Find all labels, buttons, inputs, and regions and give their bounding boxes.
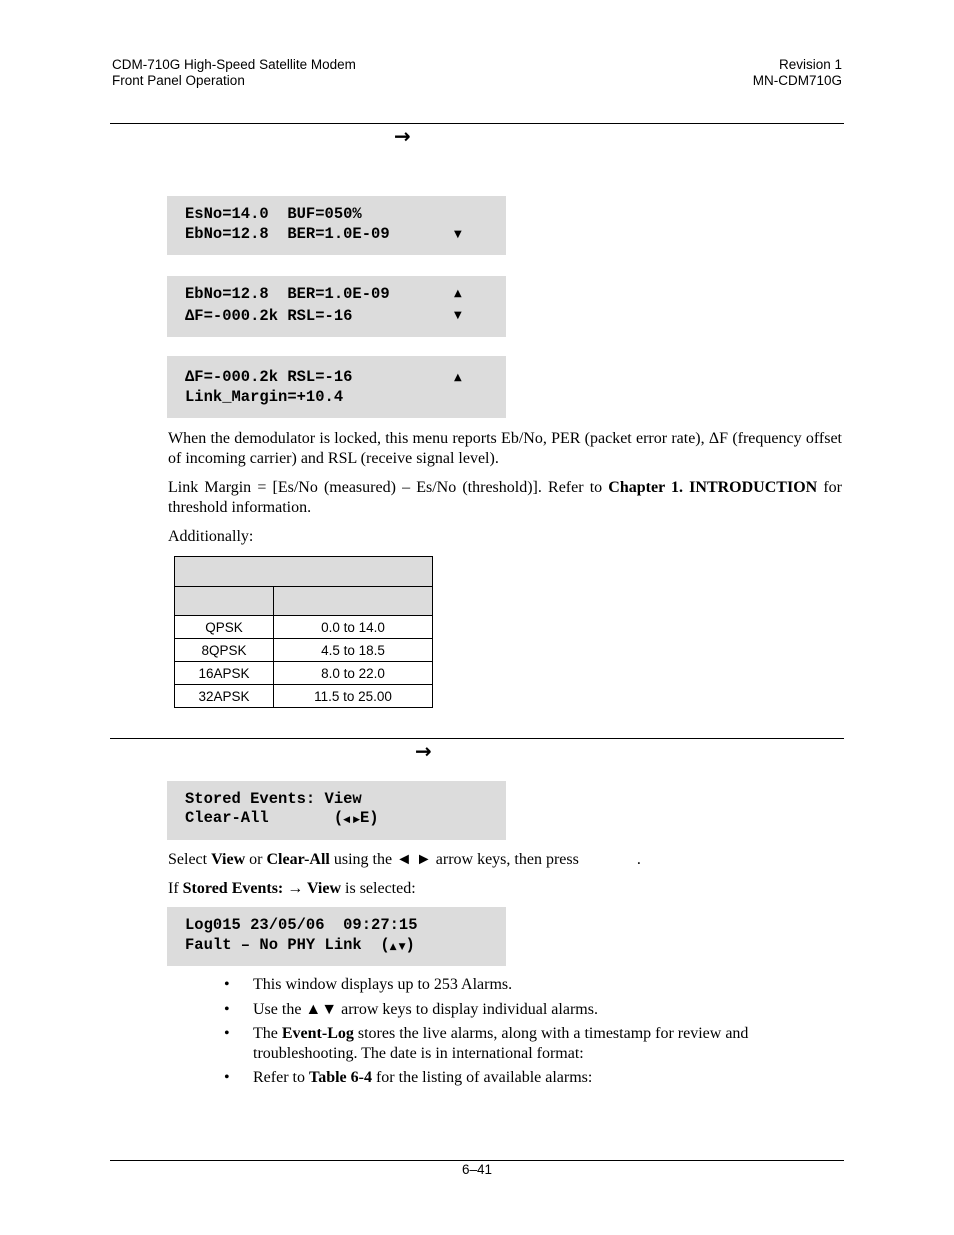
- chapter-title: Front Panel Operation: [112, 73, 245, 88]
- down-arrow-icon: ▼: [454, 310, 462, 321]
- range-cell: 4.5 to 18.5: [274, 639, 433, 662]
- table-title-cell: [175, 557, 433, 587]
- lcd-display-stored-events: [167, 781, 506, 840]
- list-item: • The Event-Log stores the live alarms, along with a timestamp for review and troubleshooting. The date is in international format:: [224, 1024, 824, 1063]
- range-cell: 0.0 to 14.0: [274, 616, 433, 639]
- lcd-line: Clear-All (◀ ▶E): [185, 809, 379, 827]
- paragraph-if-selected: If Stored Events: → View is selected:: [168, 880, 416, 897]
- esno-range-table: [174, 556, 433, 708]
- list-item: • This window displays up to 253 Alarms.: [224, 975, 824, 995]
- lcd-line: Link_Margin=+10.4: [185, 388, 344, 406]
- table-row: [175, 616, 433, 639]
- section-rule: [110, 123, 844, 124]
- revision: Revision 1: [778, 57, 842, 72]
- modulation-cell: 32APSK: [175, 685, 274, 708]
- lcd-line: Fault – No PHY Link (▲ ▼): [185, 936, 415, 954]
- left-arrow-icon: ◀: [343, 815, 351, 825]
- range-cell: 11.5 to 25.00: [274, 685, 433, 708]
- right-arrow-icon: ▶: [353, 815, 360, 825]
- lcd-display-2: [167, 276, 506, 337]
- down-arrow-icon: ▼: [454, 229, 462, 240]
- paragraph-link-margin: Link Margin = [Es/No (measured) – Es/No (threshold)]. Refer to Chapter 1. INTRODUCTION for threshold information.: [168, 479, 843, 516]
- range-cell: 8.0 to 22.0: [274, 662, 433, 685]
- table-row: [175, 685, 433, 708]
- list-item: • Use the ▲▼ arrow keys to display individual alarms.: [224, 1000, 824, 1020]
- modulation-cell: 8QPSK: [175, 639, 274, 662]
- modulation-cell: 16APSK: [175, 662, 274, 685]
- table-header-cell: [274, 587, 433, 616]
- lcd-line: Stored Events: View: [185, 790, 362, 808]
- footer-rule: [110, 1160, 844, 1161]
- section-arrow-icon: →: [415, 739, 432, 763]
- paragraph-select: Select View or Clear-All using the ◄ ► arrow keys, then press .: [168, 851, 641, 868]
- event-log-bullets: [224, 975, 824, 1093]
- up-arrow-icon: ▲: [454, 288, 462, 299]
- doc-number: MN-CDM710G: [752, 73, 842, 88]
- table-row: [175, 662, 433, 685]
- lcd-line: EsNo=14.0 BUF=050%: [185, 205, 362, 223]
- page-number: 6–41: [461, 1162, 493, 1177]
- down-arrow-icon: ▼: [398, 942, 406, 952]
- lcd-line: ΔF=-000.2k RSL=-16: [185, 368, 353, 386]
- header-right: [753, 57, 842, 89]
- lcd-line: ΔF=-000.2k RSL=-16: [185, 307, 353, 325]
- lcd-line: Log015 23/05/06 09:27:15: [185, 916, 418, 934]
- paragraph-additionally: Additionally:: [168, 528, 254, 545]
- up-arrow-icon: ▲: [454, 372, 462, 383]
- section-arrow-icon: →: [394, 124, 411, 148]
- table-reference: Table 6-4: [308, 1069, 372, 1086]
- lcd-line: EbNo=12.8 BER=1.0E-09: [185, 285, 390, 303]
- table-header-cell: [175, 587, 274, 616]
- chapter-reference: Chapter 1. INTRODUCTION: [608, 479, 818, 496]
- lcd-display-3: [167, 356, 506, 418]
- list-item: • Refer to Table 6-4 for the listing of available alarms:: [224, 1068, 824, 1088]
- section-rule: [110, 738, 844, 739]
- lcd-display-event-log: [167, 907, 506, 966]
- paragraph-demod-report: When the demodulator is locked, this menu reports Eb/No, PER (packet error rate), ΔF (frequency offset of incoming carrier) and RSL (receive signal level).: [168, 430, 842, 467]
- table-row: [175, 639, 433, 662]
- doc-title: CDM-710G High-Speed Satellite Modem: [112, 57, 356, 72]
- header-left: [112, 57, 356, 89]
- modulation-cell: QPSK: [175, 616, 274, 639]
- lcd-display-1: [167, 196, 506, 255]
- up-arrow-icon: ▲: [389, 942, 397, 952]
- lcd-line: EbNo=12.8 BER=1.0E-09: [185, 225, 390, 243]
